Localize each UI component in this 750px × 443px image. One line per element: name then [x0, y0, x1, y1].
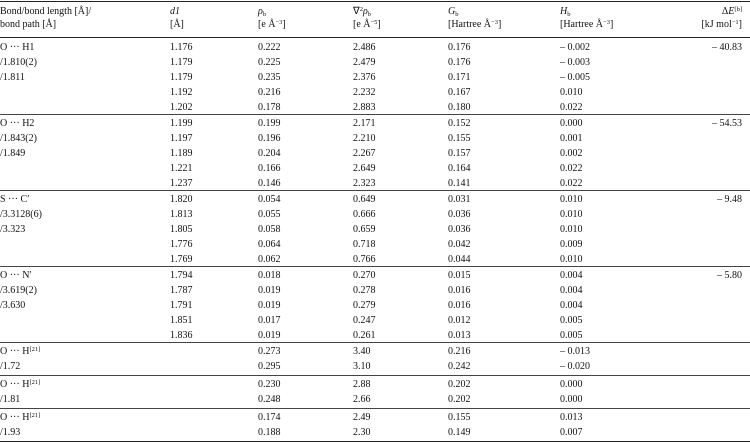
g-cell: 0.036 — [448, 224, 471, 235]
rho-cell: 0.248 — [258, 394, 281, 405]
laplacian-cell: 0.278 — [353, 285, 376, 296]
g-cell: 0.202 — [448, 394, 471, 405]
d1-cell: 1.202 — [170, 102, 193, 113]
rho-cell: 0.216 — [258, 87, 281, 98]
h-cell: – 0.002 — [560, 42, 590, 53]
h-cell: 0.022 — [560, 163, 583, 174]
header-g — [448, 5, 501, 31]
rho-cell: 0.019 — [258, 285, 281, 296]
bottom-rule — [0, 441, 750, 442]
g-cell: 0.216 — [448, 346, 471, 357]
bond-cell: S ··· C′ — [0, 194, 30, 205]
bond-cell: O ··· N′ — [0, 270, 32, 281]
d1-cell: 1.836 — [170, 330, 193, 341]
table-row — [0, 392, 750, 407]
laplacian-cell: 2.88 — [353, 379, 371, 390]
group-separator — [0, 408, 750, 409]
laplacian-cell: 3.10 — [353, 361, 371, 372]
d1-cell: 1.179 — [170, 72, 193, 83]
d1-cell: 1.221 — [170, 163, 193, 174]
h-cell: 0.005 — [560, 330, 583, 341]
laplacian-cell: 0.666 — [353, 209, 376, 220]
de-cell: – 54.53 — [712, 118, 742, 129]
bond-cell: /3.3128(6) — [0, 209, 42, 220]
table-row — [0, 85, 750, 100]
table-row — [0, 40, 750, 55]
group-separator — [0, 375, 750, 376]
laplacian-cell: 0.659 — [353, 224, 376, 235]
table-row — [0, 377, 750, 392]
rho-cell: 0.196 — [258, 133, 281, 144]
h-cell: 0.000 — [560, 379, 583, 390]
g-cell: 0.167 — [448, 87, 471, 98]
bond-cell: /1.810(2) — [0, 57, 37, 68]
header-rho-unit: [e $Å^{-3}$] — [258, 19, 286, 30]
table-row — [0, 283, 750, 298]
h-cell: 0.022 — [560, 178, 583, 189]
header-d1 — [170, 5, 184, 31]
header-bond-line2: bond path [Å] — [0, 19, 57, 30]
laplacian-cell: 2.883 — [353, 102, 376, 113]
g-cell: 0.016 — [448, 300, 471, 311]
d1-cell: 1.820 — [170, 194, 193, 205]
g-cell: 0.242 — [448, 361, 471, 372]
group-separator — [0, 114, 750, 115]
group-separator — [0, 266, 750, 267]
table-row — [0, 70, 750, 85]
rho-cell: 0.295 — [258, 361, 281, 372]
h-cell: 0.000 — [560, 394, 583, 405]
g-cell: 0.012 — [448, 315, 471, 326]
d1-cell: 1.179 — [170, 57, 193, 68]
table-row — [0, 328, 750, 343]
h-cell: 0.004 — [560, 300, 583, 311]
g-cell: 0.044 — [448, 254, 471, 265]
table-row — [0, 252, 750, 267]
de-cell: – 5.80 — [717, 270, 742, 281]
header-de — [701, 5, 742, 31]
table-row — [0, 161, 750, 176]
top-rule — [0, 1, 750, 2]
bond-cell: /1.93 — [0, 427, 21, 438]
rho-cell: 0.064 — [258, 239, 281, 250]
d1-cell: 1.769 — [170, 254, 193, 265]
laplacian-cell: 2.376 — [353, 72, 376, 83]
rho-cell: 0.055 — [258, 209, 281, 220]
g-cell: 0.013 — [448, 330, 471, 341]
header-de-label: ΔE[b] — [721, 6, 742, 17]
g-cell: 0.157 — [448, 148, 471, 159]
rho-cell: 0.273 — [258, 346, 281, 357]
header-laplacian — [353, 5, 381, 31]
header-g-label: $G_b$ — [448, 6, 459, 18]
g-cell: 0.015 — [448, 270, 471, 281]
table-row — [0, 425, 750, 440]
rho-cell: 0.017 — [258, 315, 281, 326]
g-cell: 0.176 — [448, 42, 471, 53]
rho-cell: 0.235 — [258, 72, 281, 83]
d1-cell: 1.197 — [170, 133, 193, 144]
d1-cell: 1.776 — [170, 239, 193, 250]
d1-cell: 1.237 — [170, 178, 193, 189]
d1-cell: 1.794 — [170, 270, 193, 281]
g-cell: 0.152 — [448, 118, 471, 129]
g-cell: 0.149 — [448, 427, 471, 438]
table-row — [0, 116, 750, 131]
h-cell: 0.005 — [560, 315, 583, 326]
table-row — [0, 298, 750, 313]
table-row — [0, 359, 750, 374]
g-cell: 0.202 — [448, 379, 471, 390]
bond-cell: /3.323 — [0, 224, 26, 235]
bond-cell: /3.619(2) — [0, 285, 37, 296]
header-rho — [258, 5, 286, 31]
laplacian-cell: 0.261 — [353, 330, 376, 341]
h-cell: 0.000 — [560, 118, 583, 129]
rho-cell: 0.174 — [258, 412, 281, 423]
header-laplacian-unit: [e $Å^{-5}$] — [353, 19, 381, 30]
header-h — [560, 5, 613, 31]
g-cell: 0.016 — [448, 285, 471, 296]
h-cell: 0.010 — [560, 254, 583, 265]
laplacian-cell: 0.247 — [353, 315, 376, 326]
group-separator — [0, 190, 750, 191]
laplacian-cell: 2.649 — [353, 163, 376, 174]
laplacian-cell: 2.49 — [353, 412, 371, 423]
header-bond — [0, 5, 91, 31]
laplacian-cell: 2.171 — [353, 118, 376, 129]
header-g-unit: [Hartree $Å^{-3}$] — [448, 19, 502, 30]
h-cell: 0.013 — [560, 412, 583, 423]
laplacian-cell: 0.649 — [353, 194, 376, 205]
h-cell: – 0.013 — [560, 346, 590, 357]
g-cell: 0.036 — [448, 209, 471, 220]
g-cell: 0.155 — [448, 133, 471, 144]
laplacian-cell: 2.479 — [353, 57, 376, 68]
laplacian-cell: 3.40 — [353, 346, 371, 357]
laplacian-cell: 2.486 — [353, 42, 376, 53]
bond-cell: O ··· H[21] — [0, 346, 41, 357]
h-cell: 0.010 — [560, 224, 583, 235]
laplacian-cell: 0.270 — [353, 270, 376, 281]
h-cell: – 0.005 — [560, 72, 590, 83]
laplacian-cell: 2.267 — [353, 148, 376, 159]
g-cell: 0.031 — [448, 194, 471, 205]
bond-cell: O ··· H[21] — [0, 412, 41, 423]
h-cell: 0.002 — [560, 148, 583, 159]
header-de-unit: [kJ mol$^{-1}$] — [701, 19, 742, 30]
header-d1-unit: [Å] — [170, 19, 184, 30]
rho-cell: 0.225 — [258, 57, 281, 68]
table-row — [0, 344, 750, 359]
d1-cell: 1.851 — [170, 315, 193, 326]
table-row — [0, 176, 750, 191]
g-cell: 0.176 — [448, 57, 471, 68]
laplacian-cell: 2.210 — [353, 133, 376, 144]
rho-cell: 0.062 — [258, 254, 281, 265]
rho-cell: 0.222 — [258, 42, 281, 53]
header-d1-label: d1 — [170, 6, 180, 17]
bond-cell: O ··· H1 — [0, 42, 35, 53]
bond-cell: /1.72 — [0, 361, 21, 372]
header-laplacian-label: $\nabla^2\rho_b$ — [353, 6, 372, 18]
rho-cell: 0.166 — [258, 163, 281, 174]
header-bond-line1: Bond/bond length [Å]/ — [0, 6, 92, 17]
header-rho-label: $\rho_b$ — [258, 6, 267, 18]
d1-cell: 1.176 — [170, 42, 193, 53]
rho-cell: 0.199 — [258, 118, 281, 129]
g-cell: 0.171 — [448, 72, 471, 83]
rho-cell: 0.230 — [258, 379, 281, 390]
table-row — [0, 131, 750, 146]
bond-cell: /1.81 — [0, 394, 21, 405]
table-row — [0, 237, 750, 252]
g-cell: 0.042 — [448, 239, 471, 250]
h-cell: 0.010 — [560, 87, 583, 98]
bond-cell: O ··· H[21] — [0, 379, 41, 390]
rho-cell: 0.178 — [258, 102, 281, 113]
h-cell: – 0.020 — [560, 361, 590, 372]
table-row — [0, 55, 750, 70]
table-row — [0, 410, 750, 425]
de-cell: – 40.83 — [712, 42, 742, 53]
laplacian-cell: 0.718 — [353, 239, 376, 250]
d1-cell: 1.791 — [170, 300, 193, 311]
laplacian-cell: 2.323 — [353, 178, 376, 189]
bond-cell: /1.849 — [0, 148, 26, 159]
h-cell: 0.010 — [560, 209, 583, 220]
d1-cell: 1.787 — [170, 285, 193, 296]
rho-cell: 0.188 — [258, 427, 281, 438]
d1-cell: 1.813 — [170, 209, 193, 220]
rho-cell: 0.018 — [258, 270, 281, 281]
de-cell: – 9.48 — [717, 194, 742, 205]
table-row — [0, 313, 750, 328]
table-row — [0, 222, 750, 237]
table-row — [0, 268, 750, 283]
h-cell: – 0.003 — [560, 57, 590, 68]
rho-cell: 0.054 — [258, 194, 281, 205]
bond-cell: /3.630 — [0, 300, 26, 311]
d1-cell: 1.189 — [170, 148, 193, 159]
h-cell: 0.004 — [560, 285, 583, 296]
g-cell: 0.164 — [448, 163, 471, 174]
laplacian-cell: 2.232 — [353, 87, 376, 98]
h-cell: 0.009 — [560, 239, 583, 250]
rho-cell: 0.058 — [258, 224, 281, 235]
bond-cell: /1.811 — [0, 72, 25, 83]
laplacian-cell: 0.766 — [353, 254, 376, 265]
rho-cell: 0.146 — [258, 178, 281, 189]
h-cell: 0.010 — [560, 194, 583, 205]
laplacian-cell: 2.66 — [353, 394, 371, 405]
group-separator — [0, 342, 750, 343]
table-row — [0, 207, 750, 222]
d1-cell: 1.199 — [170, 118, 193, 129]
bond-cell: /1.843(2) — [0, 133, 37, 144]
table-row — [0, 100, 750, 115]
h-cell: 0.022 — [560, 102, 583, 113]
laplacian-cell: 0.279 — [353, 300, 376, 311]
rho-cell: 0.019 — [258, 330, 281, 341]
laplacian-cell: 2.30 — [353, 427, 371, 438]
g-cell: 0.141 — [448, 178, 471, 189]
h-cell: 0.004 — [560, 270, 583, 281]
header-h-label: $H_b$ — [560, 6, 571, 18]
header-h-unit: [Hartree $Å^{-3}$] — [560, 19, 614, 30]
bond-cell: O ··· H2 — [0, 118, 35, 129]
rho-cell: 0.019 — [258, 300, 281, 311]
rho-cell: 0.204 — [258, 148, 281, 159]
header-rule — [0, 37, 750, 38]
d1-cell: 1.192 — [170, 87, 193, 98]
table-row — [0, 146, 750, 161]
h-cell: 0.007 — [560, 427, 583, 438]
h-cell: 0.001 — [560, 133, 583, 144]
d1-cell: 1.805 — [170, 224, 193, 235]
g-cell: 0.155 — [448, 412, 471, 423]
g-cell: 0.180 — [448, 102, 471, 113]
table-row — [0, 192, 750, 207]
